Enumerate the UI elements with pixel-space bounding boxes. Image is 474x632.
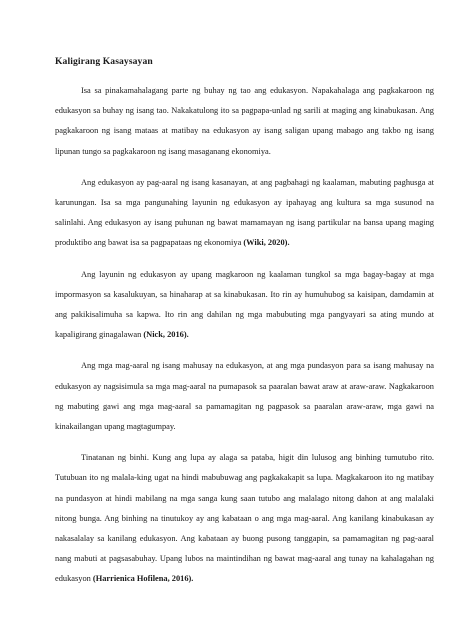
paragraph-5 (55, 448, 434, 589)
citation: (Nick, 2016). (143, 330, 189, 340)
paragraph-3 (55, 265, 434, 346)
paragraph-text: Ang edukasyon ay pag-aaral ng isang kasanayan, at ang pagbahagi ng kaalaman, mabuting paghusga at karunungan. Isa sa mga pangunahing layunin ng edukasyon ay ipahayag ang kultura sa mga susunod na salinlahi. Ang edukasyon ay isang puhunan ng bawat mamamayan ng isang partikular na bansa upang maging produktibo ang bawat isa sa pagpapataas ng ekonomiya (55, 177, 434, 248)
paragraph-text: Ang layunin ng edukasyon ay upang magkaroon ng kaalaman tungkol sa mga bagay-bagay at mga impormasyon sa kasalukuyan, sa hinaharap at sa kinabukasan. Ito rin ay humuhubog sa kaisipan, damdamin at ang pakikisalimuha sa kapwa. Ito rin ang dahilan ng mga mabubuting mga pangyayari sa ating mundo at kapaligirang ginagalawan (55, 269, 434, 340)
document-title: Kaligirang Kasaysayan (55, 56, 153, 67)
paragraph-text: Ang mga mag-aaral ng isang mahusay na edukasyon, at ang mga pundasyon para sa isang mahusay na edukasyon ay nagsisimula sa mga mag-aaral na pumapasok sa paaralan bawat araw at araw-araw. Nagkakaroon ng mabuting gawi ang mga mag-aaral sa pamamagitan ng pagpasok sa paaralan araw-araw, mga gawi na kinakailangan upang magtagumpay. (55, 361, 434, 432)
paragraph-text: Isa sa pinakamahalagang parte ng buhay ng tao ang edukasyon. Napakahalaga ang pagkakaroon ng edukasyon sa buhay ng isang tao. Nakakatulong ito sa pagpapa-unlad ng sarili at maging ang kinabukasan. Ang pagkakaroon ng isang mataas at matibay na edukasyon ay isang saligan upang mabago ang takbo ng isang lipunan tungo sa pagkakaroon ng isang masaganang ekonomiya. (55, 86, 434, 156)
paragraph-1 (55, 81, 434, 162)
paragraph-4 (55, 356, 434, 437)
paragraph-2 (55, 173, 434, 254)
paragraph-text: Tinatanan ng binhi. Kung ang lupa ay alaga sa pataba, higit din lulusog ang binhing tumutubo rito. Tutubuan ito ng malala-king ugat na hindi mabubuwag ang pagkakakapit sa lupa. Magkakaroon ito ng matibay na pundasyon at hindi mabilang na mga sanga kung saan tutubo ang malalago nitong dahon at ang malalaki nitong bunga. Ang binhing na tinutukoy ay ang kabataan o ang mga mag-aaral. Ang kanilang kinabukasan ay nakasalalay sa kanilang edukasyon. Ang kabataan ay buong pusong tanggapin, sa pamamagitan ng pag-aaral nang mabuti at pagsasabuhay. Upang lubos na maintindihan ng bawat mag-aaral ang tunay na kahalagahan ng edukasyon (55, 453, 434, 584)
citation: (Wiki, 2020). (243, 238, 290, 248)
citation: (Harrienica Hofilena, 2016). (92, 574, 194, 584)
